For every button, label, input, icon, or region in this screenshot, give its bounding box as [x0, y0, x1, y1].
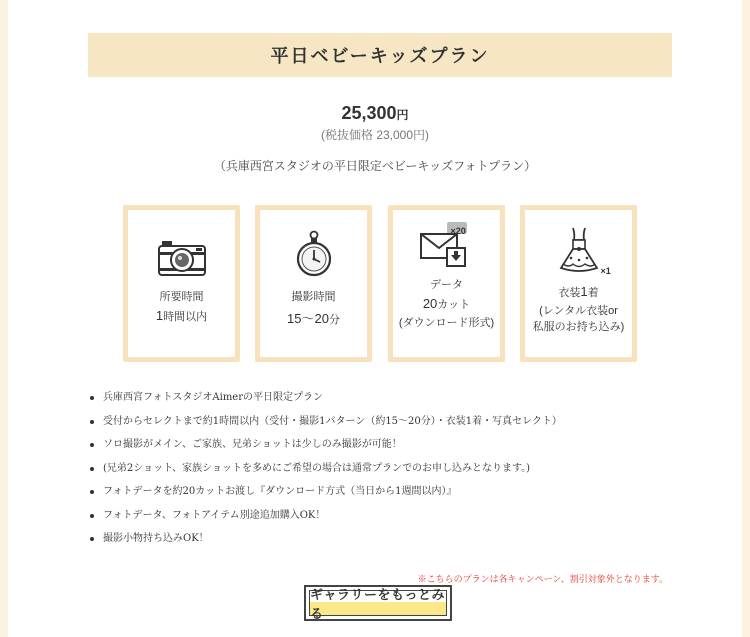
list-item: (兄弟2ショット、家族ショットを多めにご希望の場合は通常プランでのお申し込みとなります。) [90, 461, 690, 485]
price-unit: 円 [396, 108, 409, 122]
card-data [388, 205, 505, 362]
card-costume [520, 205, 637, 362]
gallery-more-button[interactable] [304, 585, 452, 621]
card-label: 撮影時間 [291, 291, 336, 303]
data-download-icon [417, 224, 477, 270]
card-note: 私服のお持ち込み) [532, 321, 625, 333]
list-item: ソロ撮影がメイン、ご家族、兄弟ショットは少しのみ撮影が可能！ [90, 437, 690, 461]
card-shooting-time [255, 205, 372, 362]
campaign-note: ※こちらのプランは各キャンペーン、割引対象外となります。 [417, 574, 668, 584]
price-value: 25,300 [341, 103, 397, 123]
card-value: 1時間以内 [155, 308, 208, 323]
camera-icon [156, 232, 208, 278]
data-count-badge: ×20 [450, 226, 466, 236]
list-item: フォトデータ、フォトアイテム別途追加購入OK！ [90, 508, 690, 532]
dress-icon [551, 220, 611, 280]
card-label: 所要時間 [159, 291, 204, 303]
costume-count-badge: ×1 [600, 266, 611, 276]
plan-features-list [90, 390, 690, 555]
list-item: 受付からセレクトまで約1時間以内（受付・撮影1パターン（約15〜20分）・衣装1着・写真セレクト） [90, 414, 690, 438]
plan-price [0, 103, 750, 124]
card-value: 衣装1着 [558, 284, 599, 299]
card-value: 20カット [422, 296, 471, 311]
card-note: (レンタル衣装or [539, 305, 618, 317]
card-note: (ダウンロード形式) [398, 317, 495, 329]
gallery-button-label: ギャラリーをもっとみる [310, 587, 446, 621]
stopwatch-icon [294, 232, 334, 278]
card-time-required [123, 205, 240, 362]
plan-title-bar [88, 33, 672, 77]
list-item: 兵庫西宮フォトスタジオAimerの平日限定プラン [90, 390, 690, 414]
list-item: 撮影小物持ち込みOK！ [90, 531, 690, 555]
price-tax-excluded: (税抜価格 23,000円) [320, 128, 430, 142]
list-item: フォトデータを約20カットお渡し『ダウンロード方式（当日から1週間以内）』 [90, 484, 690, 508]
plan-title: 平日ベビーキッズプラン [270, 46, 490, 67]
card-value: 15〜20分 [287, 311, 340, 326]
plan-subtitle: （兵庫西宮スタジオの平日限定ベビーキッズフォトプラン） [213, 159, 537, 173]
card-label: データ [430, 279, 463, 291]
